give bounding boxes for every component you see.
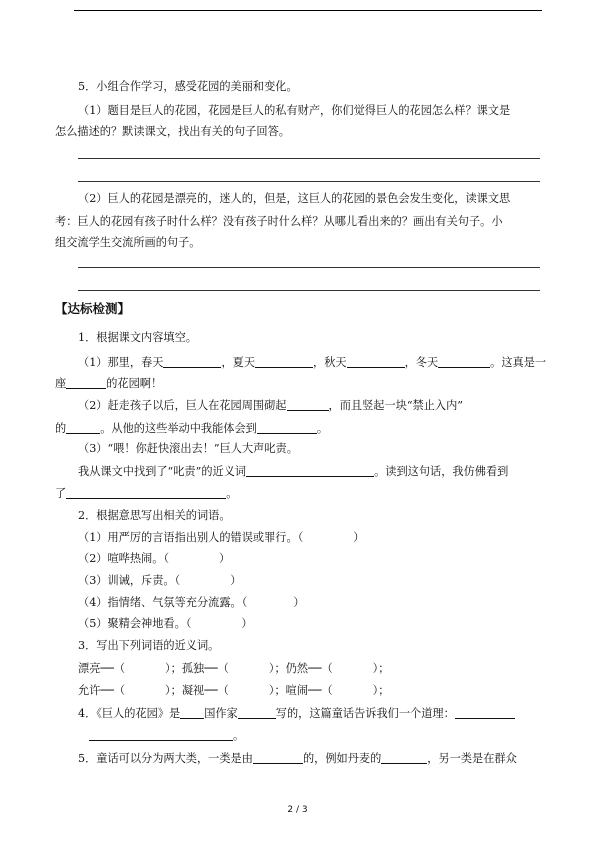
answer-line[interactable] bbox=[78, 181, 540, 182]
q2-title: 2．根据意思写出相关的词语。 bbox=[78, 509, 231, 522]
section5-title: 5．小组合作学习，感受花园的美丽和变化。 bbox=[78, 80, 298, 93]
fill-blank[interactable] bbox=[66, 421, 100, 434]
q3-title: 3．写出下列词语的近义词。 bbox=[78, 639, 220, 652]
q2-item: （1）用严厉的言语指出别人的错误或罪行。（ ） bbox=[78, 531, 365, 544]
answer-line[interactable] bbox=[78, 290, 540, 291]
fill-blank[interactable] bbox=[287, 398, 329, 411]
section5-q1-line1: （1）题目是巨人的花园，花园是巨人的私有财产，你们觉得巨人的花园怎么样？课文是 bbox=[78, 104, 511, 117]
answer-line[interactable] bbox=[78, 267, 540, 268]
q2-item: （2）喧哗热闹。（ ） bbox=[78, 552, 231, 565]
q1-item1-line2: 座 的花园啊！ bbox=[55, 377, 163, 390]
section5-q2-line2: 考：巨人的花园有孩子时什么样？没有孩子时什么样？从哪儿看出来的？画出有关句子。小 bbox=[55, 215, 503, 228]
q1-item3-line2: 我从课文中找到了“叱责”的近义词 。读到这句话，我仿佛看到 bbox=[78, 465, 509, 478]
q1-item3-line3: 了 。 bbox=[55, 487, 238, 500]
q5-line1: 5．童话可以分为两大类，一类是由 的，例如丹麦的 ，另一类是在群众 bbox=[78, 752, 517, 765]
q3-row1: 漂亮──（ ）；孤独──（ ）；仍然──（ ）； bbox=[78, 662, 390, 675]
q1-item3: （3）“喂！你赶快滚出去！”巨人大声叱责。 bbox=[78, 442, 298, 455]
fill-blank[interactable] bbox=[246, 464, 374, 477]
fill-blank[interactable] bbox=[180, 706, 204, 719]
q4-line1: 4．《巨人的花园》是 国作家 写的，这篇童话告诉我们一个道理： bbox=[78, 706, 540, 721]
fill-blank[interactable] bbox=[438, 355, 490, 368]
q1-item2-line1: （2）赶走孩子以后，巨人在花园周围砌起 ，而且竖起一块“禁止入内” bbox=[78, 399, 464, 412]
fill-blank[interactable] bbox=[66, 376, 106, 389]
fill-blank[interactable] bbox=[255, 355, 313, 368]
answer-line[interactable] bbox=[78, 158, 540, 159]
fill-blank[interactable] bbox=[253, 751, 303, 764]
fill-blank[interactable] bbox=[455, 706, 515, 719]
fill-blank[interactable] bbox=[381, 751, 427, 764]
q3-row2: 允许──（ ）；凝视──（ ）；喧闹──（ ）； bbox=[78, 684, 390, 697]
q1-title: 1．根据课文内容填空。 bbox=[78, 331, 197, 344]
q4-line2: 。 bbox=[89, 728, 540, 743]
fill-blank[interactable] bbox=[238, 706, 276, 719]
fill-blank[interactable] bbox=[66, 486, 226, 499]
section5-q1-line2: 怎么描述的？默读课文，找出有关的句子回答。 bbox=[55, 125, 290, 138]
fill-blank[interactable] bbox=[257, 421, 317, 434]
header-rule bbox=[74, 10, 542, 11]
q2-item: （4）指情绪、气氛等充分流露。（ ） bbox=[78, 596, 305, 609]
section-heading-dabiao: 【达标检测】 bbox=[55, 301, 131, 316]
q2-item: （5）聚精会神地看。（ ） bbox=[78, 617, 253, 630]
fill-blank[interactable] bbox=[89, 728, 233, 741]
q2-item: （3）训诫，斥责。（ ） bbox=[78, 574, 242, 587]
q1-item1-line1: （1）那里，春天 ，夏天 ，秋天 ，冬天 。这真是一 bbox=[78, 356, 547, 369]
section5-q2-line1: （2）巨人的花园是漂亮的，迷人的，但是，这巨人的花园的景色会发生变化，读课文思 bbox=[78, 192, 511, 205]
q1-item2-line2: 的 。从他的这些举动中我能体会到 。 bbox=[55, 422, 329, 435]
fill-blank[interactable] bbox=[347, 355, 405, 368]
fill-blank[interactable] bbox=[163, 355, 221, 368]
section5-q2-line3: 组交流学生交流所画的句子。 bbox=[55, 236, 201, 249]
page-number: 2 / 3 bbox=[287, 805, 308, 815]
